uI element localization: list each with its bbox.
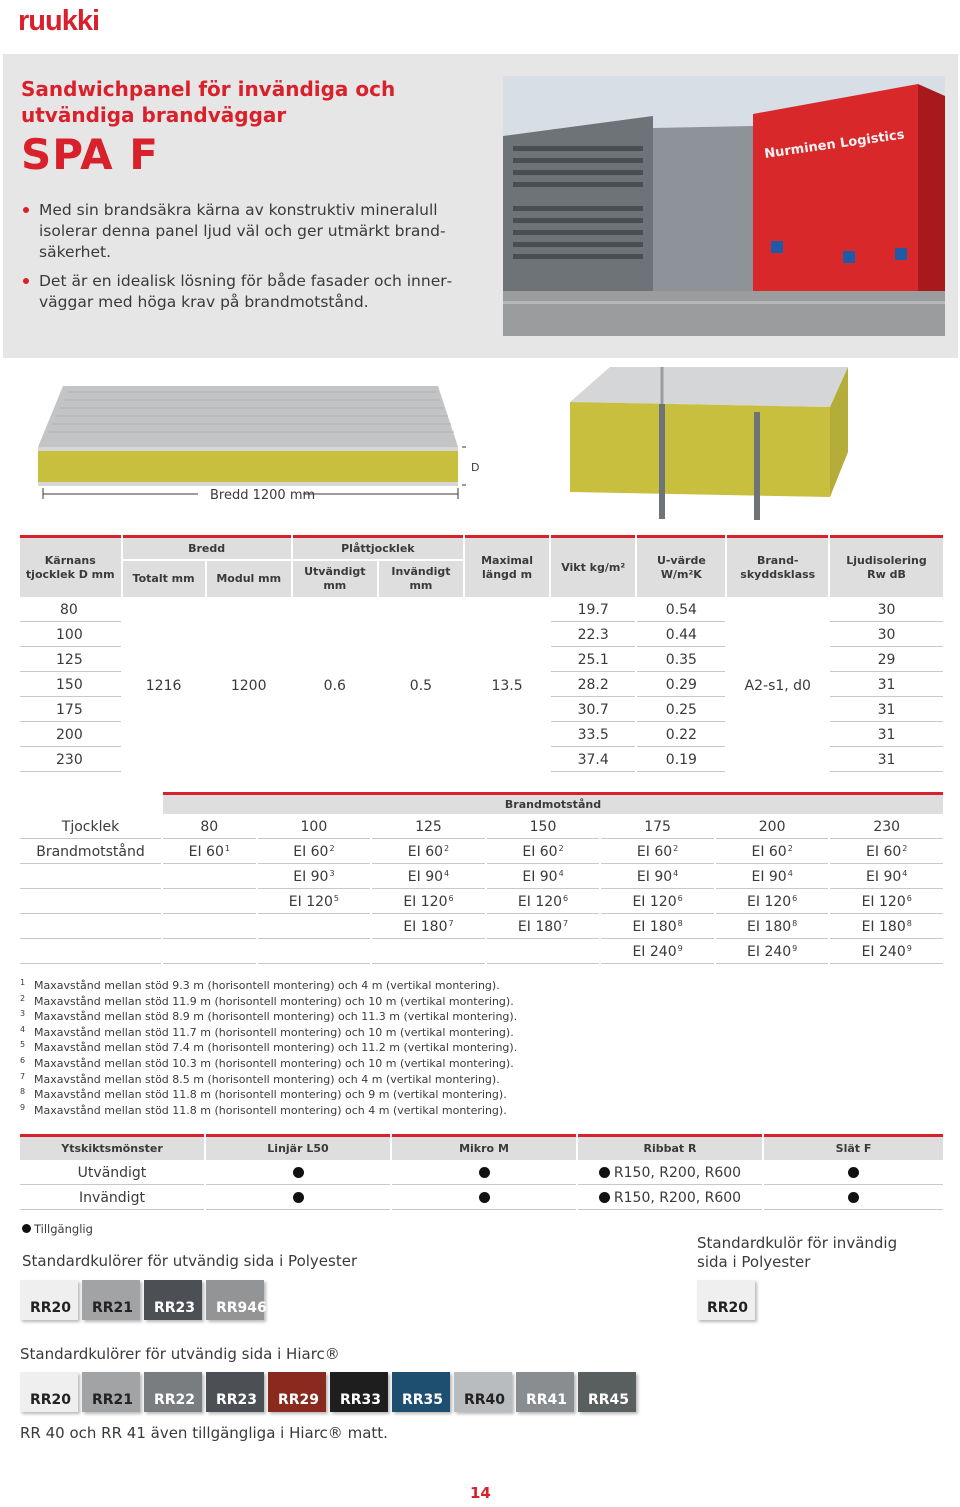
- product-code: SPA F: [21, 130, 159, 179]
- fire-thickness-cell: 150: [487, 816, 600, 839]
- cell-fire-class: A2-s1, d0: [744, 677, 811, 694]
- fire-rating-cell: [258, 941, 371, 964]
- color-swatch-label: RR40: [464, 1392, 506, 1408]
- available-dot-icon: [293, 1167, 304, 1178]
- fire-rating-cell: EI $120^6$: [372, 891, 485, 914]
- header-outer: Utvändigt mm: [293, 561, 377, 597]
- cell-u-value: 0.35: [637, 649, 725, 672]
- color-swatch: [330, 1372, 388, 1412]
- color-swatch-label: RR29: [278, 1392, 320, 1408]
- color-swatch: [697, 1280, 755, 1320]
- fire-rating-cell: EI $120^5$: [258, 891, 371, 914]
- footnote-ref: 2: [558, 844, 564, 853]
- cell-sound: 31: [830, 724, 943, 747]
- ribbat-variants: R150, R200, R600: [613, 1165, 742, 1181]
- fire-rating-cell: EI $90^4$: [487, 866, 600, 889]
- cell-max-length: 13.5: [491, 677, 523, 694]
- cell-u-value: 0.29: [637, 674, 725, 697]
- cell-thickness: 200: [20, 724, 121, 747]
- footnote: 3 Maxavstånd mellan stöd 8.9 m (horisontell montering) och 11.3 m (vertikal montering).: [20, 1009, 518, 1024]
- cell-thickness: 125: [20, 649, 121, 672]
- header-fire-class: Brand-skyddsklass: [727, 535, 828, 597]
- footnote-ref: 2: [787, 844, 793, 853]
- header-total: Totalt mm: [123, 561, 205, 597]
- fire-rating-cell: EI $60^2$: [487, 841, 600, 864]
- color-swatch: [82, 1280, 140, 1320]
- footnote-ref: 2: [902, 844, 908, 853]
- inner-polyester-title: Standardkulör för invändig sida i Polyester: [697, 1234, 898, 1271]
- fire-rating-cell: EI $180^8$: [601, 916, 714, 939]
- color-swatch-label: RR41: [526, 1392, 568, 1408]
- cell-u-value: 0.25: [637, 699, 725, 722]
- footnote: 5 Maxavstånd mellan stöd 7.4 m (horisontell montering) och 11.2 m (vertikal montering).: [20, 1040, 518, 1055]
- footnote-ref: 4: [673, 869, 679, 878]
- feature-list: [21, 200, 461, 321]
- footnote-ref: 8: [906, 919, 912, 928]
- color-swatch: [206, 1372, 264, 1412]
- cell-weight: 19.7: [551, 599, 635, 622]
- fire-rating-cell: EI $120^6$: [487, 891, 600, 914]
- fire-rating-cell: EI $240^9$: [601, 941, 714, 964]
- cell-sound: 30: [830, 599, 943, 622]
- footnote-ref: 8: [792, 919, 798, 928]
- profile-header: Slät F: [764, 1134, 943, 1160]
- fire-rating-cell: EI $90^4$: [716, 866, 829, 889]
- footnote: 1 Maxavstånd mellan stöd 9.3 m (horisontell montering) och 4 m (vertikal montering).: [20, 978, 500, 992]
- header-max-length: Maximal längd m: [465, 535, 549, 597]
- header-weight: Vikt kg/m²: [551, 535, 635, 597]
- fire-table-header: Brandmotstånd: [163, 792, 943, 814]
- cell-thickness: 175: [20, 699, 121, 722]
- footnotes: [20, 978, 620, 1118]
- footnote-ref: 9: [906, 944, 912, 953]
- color-swatch: [454, 1372, 512, 1412]
- fire-rating-cell: [163, 891, 256, 914]
- fire-rating-cell: EI $180^7$: [372, 916, 485, 939]
- available-dot-icon: [599, 1167, 610, 1178]
- color-swatch-label: RR21: [92, 1300, 134, 1316]
- fire-rating-cell: EI $60^2$: [258, 841, 371, 864]
- cell-u-value: 0.19: [637, 749, 725, 772]
- fire-thickness-cell: 100: [258, 816, 371, 839]
- footnote-ref: 6: [792, 894, 798, 903]
- fire-rating-cell: EI $90^4$: [601, 866, 714, 889]
- color-swatch-label: RR20: [30, 1392, 72, 1408]
- fire-rating-cell: EI $90^3$: [258, 866, 371, 889]
- color-swatch: [516, 1372, 574, 1412]
- cell-thickness: 80: [20, 599, 121, 622]
- cell-weight: 30.7: [551, 699, 635, 722]
- fire-rating-cell: [163, 941, 256, 964]
- available-dot-icon: [479, 1192, 490, 1203]
- footnote-ref: 5: [333, 894, 340, 903]
- footnote-ref: 4: [902, 869, 908, 878]
- panel-width-label: Bredd 1200 mm: [210, 488, 316, 503]
- header-inner: Invändigt mm: [379, 561, 463, 597]
- profile-header: Linjär L50: [206, 1134, 390, 1160]
- cell-sound: 31: [830, 674, 943, 697]
- fire-rating-cell: EI $60^2$: [372, 841, 485, 864]
- profile-header: Ytskiktsmönster: [20, 1134, 204, 1160]
- page-number: 14: [470, 1484, 491, 1502]
- footnote-ref: 4: [787, 869, 793, 878]
- fire-rating-cell: EI $90^4$: [372, 866, 485, 889]
- color-swatch-label: RR22: [154, 1392, 196, 1408]
- header-core-thickness: Kärnans tjocklek D mm: [20, 535, 121, 597]
- color-swatch-label: RR33: [340, 1392, 382, 1408]
- footnote-ref: 7: [448, 919, 454, 928]
- footnote: 7 Maxavstånd mellan stöd 8.5 m (horisontell montering) och 4 m (vertikal montering).: [20, 1071, 500, 1086]
- color-swatch: [144, 1280, 202, 1320]
- hiarc-footnote: RR 40 och RR 41 även tillgängliga i Hiarc® matt.: [20, 1424, 388, 1442]
- available-dot-icon: [848, 1192, 859, 1203]
- fire-rating-cell: EI $120^6$: [601, 891, 714, 914]
- cell-total-width: 1216: [145, 677, 182, 694]
- cell-weight: 25.1: [551, 649, 635, 672]
- footnote-ref: 4: [444, 869, 450, 878]
- specs-table: [18, 533, 945, 774]
- cell-sound: 31: [830, 749, 943, 772]
- footnote-ref: 2: [673, 844, 679, 853]
- available-dot-icon: [599, 1192, 610, 1203]
- footnote-ref: 9: [792, 944, 798, 953]
- outer-polyester-title: Standardkulörer för utvändig sida i Polyester: [22, 1252, 358, 1270]
- fire-thickness-cell: 80: [163, 816, 256, 839]
- footnote: 4 Maxavstånd mellan stöd 11.7 m (horisontell montering) och 10 m (vertikal montering).: [20, 1024, 514, 1039]
- cell-module-width: 1200: [230, 677, 267, 694]
- outer-polyester-swatches: [20, 1280, 268, 1320]
- fire-rating-cell: EI $120^6$: [830, 891, 943, 914]
- header-width: Bredd: [123, 535, 291, 559]
- footnote-ref: 4: [558, 869, 564, 878]
- color-swatch: [392, 1372, 450, 1412]
- fire-rating-cell: EI $180^7$: [487, 916, 600, 939]
- available-dot-icon: [22, 1224, 31, 1233]
- cell-thickness: 230: [20, 749, 121, 772]
- profile-header: Mikro M: [392, 1134, 576, 1160]
- footnote-ref: 8: [677, 919, 683, 928]
- building-photo: [503, 76, 945, 336]
- availability-legend: Tillgänglig: [22, 1222, 93, 1236]
- fire-rating-cell: EI $180^8$: [716, 916, 829, 939]
- footnote-ref: 3: [329, 869, 335, 878]
- footnote-ref: 9: [677, 944, 683, 953]
- color-swatch: [144, 1372, 202, 1412]
- footnote-ref: 2: [444, 844, 450, 853]
- surface-profile-table: [18, 1132, 945, 1212]
- fire-rating-cell: EI $180^8$: [830, 916, 943, 939]
- color-swatch: [20, 1280, 78, 1320]
- feature-bullet: Med sin brandsäkra kärna av konstruktiv mineralull isolerar denna panel ljud väl och ger utmärkt brandsäkerhet.: [21, 200, 461, 263]
- fire-rating-cell: [258, 916, 371, 939]
- color-swatch-label: RR946: [216, 1300, 267, 1316]
- color-swatch: [82, 1372, 140, 1412]
- fire-rating-cell: EI $240^9$: [716, 941, 829, 964]
- logo-text: ruukki: [18, 6, 100, 34]
- available-dot-icon: [293, 1192, 304, 1203]
- inner-polyester-swatches: [697, 1280, 759, 1320]
- profile-header: Ribbat R: [578, 1134, 762, 1160]
- fire-thickness-cell: 175: [601, 816, 714, 839]
- footnote-ref: 6: [448, 894, 454, 903]
- cell-sound: 31: [830, 699, 943, 722]
- ruukki-logo: [18, 6, 140, 34]
- footnote: 9 Maxavstånd mellan stöd 11.8 m (horisontell montering) och 4 m (vertikal montering).: [20, 1102, 507, 1117]
- footnote-ref: 6: [563, 894, 569, 903]
- fire-rating-cell: EI $60^2$: [830, 841, 943, 864]
- color-swatch: [578, 1372, 636, 1412]
- fire-rating-cell: EI $60^2$: [601, 841, 714, 864]
- profile-row-label: Invändigt: [20, 1187, 204, 1210]
- cell-thickness: 100: [20, 624, 121, 647]
- fire-rating-cell: EI $60^2$: [716, 841, 829, 864]
- available-dot-icon: [848, 1167, 859, 1178]
- footnote-ref: 1: [224, 844, 230, 853]
- footnote-ref: 6: [677, 894, 683, 903]
- color-swatch-label: RR23: [154, 1300, 196, 1316]
- feature-bullet: Det är en idealisk lösning för både fasader och innerväggar med höga krav på brandmotstånd.: [21, 271, 461, 313]
- footnote-ref: 2: [329, 844, 335, 853]
- cell-u-value: 0.22: [637, 724, 725, 747]
- footnote-ref: 7: [563, 919, 569, 928]
- color-swatch-label: RR20: [30, 1300, 72, 1316]
- fire-rating-cell: EI $240^9$: [830, 941, 943, 964]
- color-swatch-label: RR45: [588, 1392, 630, 1408]
- header-sound-insulation: Ljudisolering Rw dB: [830, 535, 943, 597]
- cell-outer-sheet: 0.6: [323, 677, 346, 694]
- fire-rating-cell: EI $90^4$: [830, 866, 943, 889]
- outer-hiarc-title: Standardkulörer för utvändig sida i Hiarc®: [20, 1345, 340, 1363]
- footnote: 6 Maxavstånd mellan stöd 10.3 m (horisontell montering) och 10 m (vertikal montering).: [20, 1055, 514, 1070]
- cell-u-value: 0.44: [637, 624, 725, 647]
- fire-resistance-table: [18, 790, 945, 966]
- row-label-thickness: Tjocklek: [20, 816, 161, 839]
- cell-weight: 28.2: [551, 674, 635, 697]
- color-swatch-label: RR23: [216, 1392, 258, 1408]
- footnote-ref: 6: [906, 894, 912, 903]
- color-swatch-label: RR20: [707, 1300, 749, 1316]
- header-sheet-thickness: Plåttjocklek: [293, 535, 463, 559]
- fire-thickness-cell: 125: [372, 816, 485, 839]
- fire-thickness-cell: 230: [830, 816, 943, 839]
- color-swatch: [268, 1372, 326, 1412]
- fire-rating-cell: [372, 941, 485, 964]
- color-swatch-label: RR35: [402, 1392, 444, 1408]
- panel-joint-diagram: [570, 362, 848, 526]
- cell-weight: 33.5: [551, 724, 635, 747]
- cell-weight: 22.3: [551, 624, 635, 647]
- header-module: Modul mm: [207, 561, 291, 597]
- cell-u-value: 0.54: [637, 599, 725, 622]
- row-label-fire: Brandmotstånd: [20, 841, 161, 864]
- fire-rating-cell: EI $120^6$: [716, 891, 829, 914]
- available-dot-icon: [479, 1167, 490, 1178]
- footnote: 8 Maxavstånd mellan stöd 11.8 m (horisontell montering) och 9 m (vertikal montering).: [20, 1087, 507, 1102]
- cell-sound: 29: [830, 649, 943, 672]
- cell-sound: 30: [830, 624, 943, 647]
- color-swatch-label: RR21: [92, 1392, 134, 1408]
- fire-rating-cell: [487, 941, 600, 964]
- color-swatch: [206, 1280, 267, 1320]
- ribbat-variants: R150, R200, R600: [613, 1190, 742, 1206]
- cell-inner-sheet: 0.5: [409, 677, 433, 694]
- fire-thickness-cell: 200: [716, 816, 829, 839]
- fire-rating-cell: [163, 916, 256, 939]
- hero-title: Sandwichpanel för invändiga och utvändiga brandväggar: [21, 77, 396, 127]
- cell-weight: 37.4: [551, 749, 635, 772]
- cell-thickness: 150: [20, 674, 121, 697]
- fire-rating-cell: [163, 866, 256, 889]
- color-swatch: [20, 1372, 78, 1412]
- outer-hiarc-swatches: [20, 1372, 640, 1412]
- building-sign: Nurminen Logistics: [763, 127, 906, 162]
- panel-depth-label: D: [471, 461, 480, 474]
- profile-row-label: Utvändigt: [20, 1162, 204, 1185]
- hero-section: [3, 54, 958, 358]
- footnote: 2 Maxavstånd mellan stöd 11.9 m (horisontell montering) och 10 m (vertikal montering).: [20, 993, 514, 1008]
- fire-rating-cell: EI $60^1$: [163, 841, 256, 864]
- header-u-value: U-värde W/m²K: [637, 535, 725, 597]
